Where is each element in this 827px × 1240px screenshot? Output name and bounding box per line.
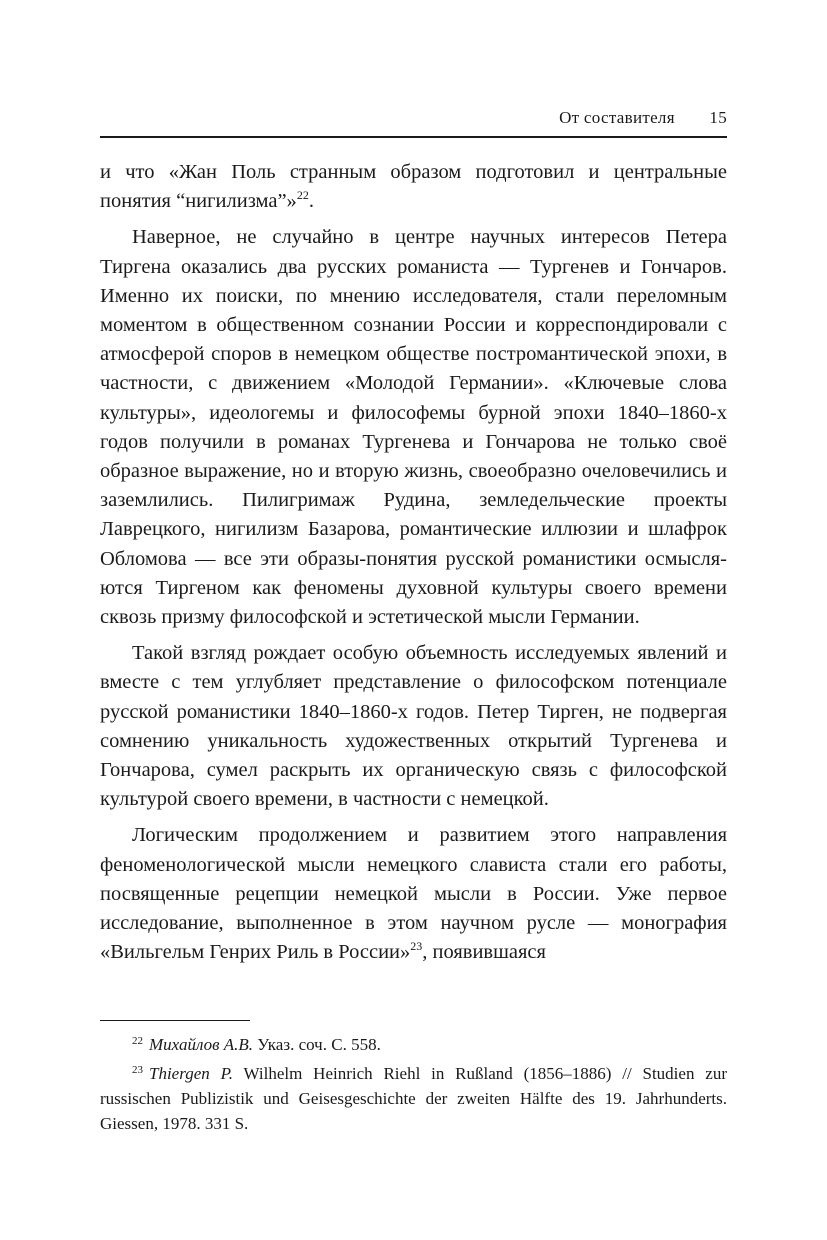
paragraph-4 <box>100 821 727 967</box>
paragraph-2: Наверное, не случайно в центре научных интересов Петера Тиргена оказались два русских романиста — Тургенев и Гончаров. Именно их поиски, по мнению исследователя, стали переломным моментом в общественном сознании России и корреспондировали с атмосферой споров в немецком обществе постромантической эпохи, в частности, с движением «Молодой Германии». «Ключевые слова культуры», идеологемы и философемы бурной эпохи 1840–1860-х годов получили в романах Тургенева и Гончарова не только своё образное выражение, но и вторую жизнь, своеобразно очеловечились и заземлились. Пилигримаж Рудина, земледельческие проекты Лаврецкого, нигилизм Базарова, романтические иллюзии и шлафрок Обломова — все эти образы-понятия русской романистики осмысляются Тиргеном как феномены духовной культуры своего времени сквозь призму философской и эстетической мысли Германии. <box>100 226 727 629</box>
footnote-number: 22 <box>132 1035 143 1047</box>
footnote-ref-22: 22 <box>296 188 309 203</box>
footnote-author: Thiergen P. <box>149 1064 234 1083</box>
footnotes <box>100 1032 727 1140</box>
paragraph-text: и что «Жан Поль странным образом подготовил и центральные понятия “нигилизма”» <box>100 161 727 213</box>
paragraph-tail: , появившаяся <box>422 941 546 964</box>
body-text <box>100 158 727 967</box>
footnote-number: 23 <box>132 1064 143 1076</box>
header-rule <box>100 136 727 138</box>
footnote-rule <box>100 1020 250 1021</box>
footnote-author: Михайлов А.В. <box>149 1035 254 1054</box>
page-number: 15 <box>709 108 727 127</box>
paragraph-text: Логическим продолжением и развитием этого направления феноменологической мысли немецкого слависта стали его работы, посвященные рецепции немецкой мысли в России. Уже первое исследование, выполненное в этом научном русле — монография «Вильгельм Генрих Риль в России» <box>100 824 727 964</box>
footnote-22 <box>100 1032 727 1057</box>
paragraph-tail: . <box>308 190 314 213</box>
footnote-ref-23: 23 <box>410 939 423 954</box>
paragraph-1 <box>100 158 727 216</box>
section-title: От составителя <box>559 108 675 127</box>
footnote-23 <box>100 1061 727 1136</box>
paragraph-3: Такой взгляд рождает особую объемность исследуемых явлений и вместе с тем углубляет представление о философском потенциале русской романистики 1840–1860-х годов. Петер Тирген, не подвергая сомнению уникальность художественных открытий Тургенева и Гончарова, сумел раскрыть их органическую связь с философской культурой своего времени, в частности с немецкой. <box>100 642 727 811</box>
footnote-text: Указ. соч. С. 558. <box>257 1035 381 1054</box>
running-head <box>100 108 727 134</box>
footnote-text: Wilhelm Heinrich Riehl in Rußland (1856–1886) // Studien zur russischen Publizistik und Geisesgeschichte der zweiten Hälfte des 19. Jahrhunderts. Giessen, 1978. 331 S. <box>100 1064 727 1133</box>
